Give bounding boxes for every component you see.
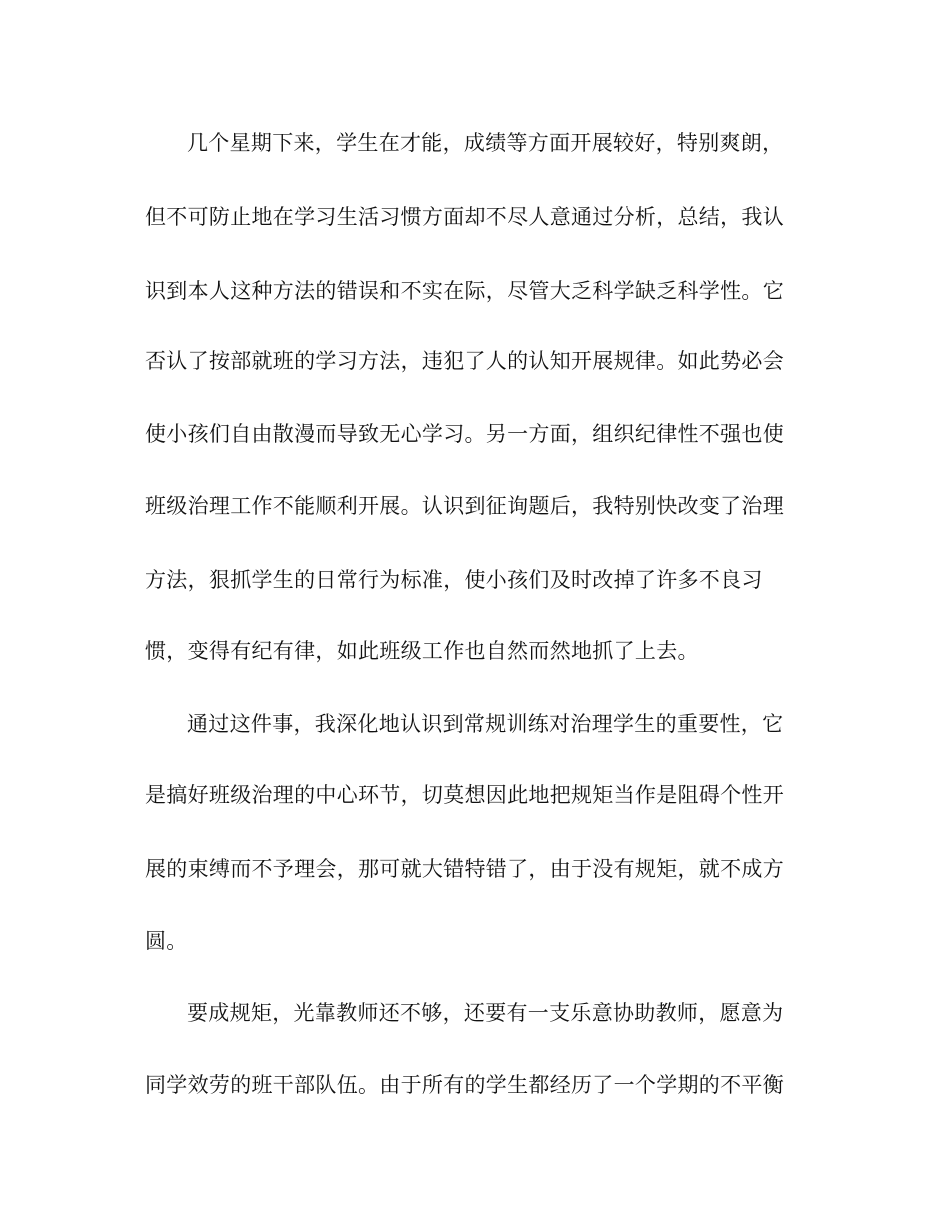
paragraph-2-line-1: 通过这件事，我深化地认识到常规训练对治理学生的重要性，它 xyxy=(187,712,784,736)
paragraph-1-line-1: 几个星期下来，学生在才能，成绩等方面开展较好，特别爽朗， xyxy=(187,131,784,155)
paragraph-1-line-8: 惯，变得有纪有律，如此班级工作也自然而然地抓了上去。 xyxy=(145,639,699,663)
paragraph-1-line-5: 使小孩们自由散漫而导致无心学习。另一方面，组织纪律性不强也使 xyxy=(145,422,784,446)
paragraph-1-line-2: 但不可防止地在学习生活习惯方面却不尽人意通过分析，总结，我认 xyxy=(145,205,784,229)
paragraph-2-line-3: 展的束缚而不予理会，那可就大错特错了，由于没有规矩，就不成方 xyxy=(145,857,784,881)
paragraph-3-line-2: 同学效劳的班干部队伍。由于所有的学生都经历了一个学期的不平衡 xyxy=(145,1073,784,1097)
paragraph-1-line-3: 识到本人这种方法的错误和不实在际，尽管大乏科学缺乏科学性。它 xyxy=(145,279,784,303)
paragraph-3-line-1: 要成规矩，光靠教师还不够，还要有一支乐意协助教师，愿意为 xyxy=(187,1001,784,1025)
paragraph-1-line-6: 班级治理工作不能顺利开展。认识到征询题后，我特别快改变了治理 xyxy=(145,494,784,518)
paragraph-1-line-4: 否认了按部就班的学习方法，违犯了人的认知开展规律。如此势必会 xyxy=(145,349,784,373)
paragraph-1-line-7: 方法，狠抓学生的日常行为标准，使小孩们及时改掉了许多不良习 xyxy=(145,568,763,592)
paragraph-2-line-2: 是搞好班级治理的中心环节，切莫想因此地把规矩当作是阻碍个性开 xyxy=(145,783,784,807)
paragraph-2-line-4: 圆。 xyxy=(145,929,188,953)
